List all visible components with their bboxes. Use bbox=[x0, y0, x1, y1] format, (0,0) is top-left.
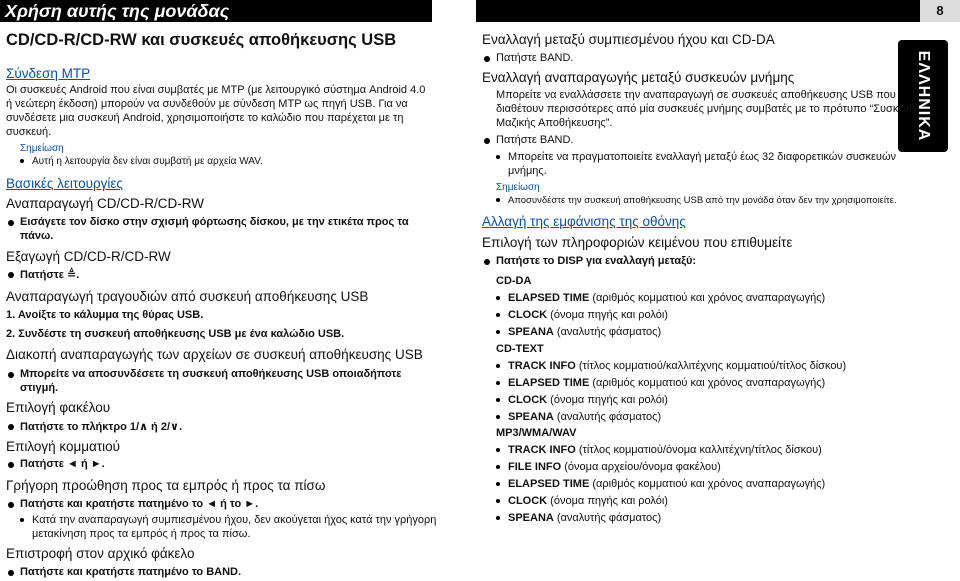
header-banner bbox=[0, 0, 432, 22]
mode-name: SPEANA bbox=[508, 326, 554, 338]
bullet-icon bbox=[8, 502, 14, 508]
bullet-icon bbox=[484, 56, 490, 62]
bullet-icon bbox=[8, 424, 14, 430]
page-number: 8 bbox=[920, 0, 960, 22]
mode-description: (αναλυτής φάσματος) bbox=[553, 411, 662, 423]
mode-name: SPEANA bbox=[508, 411, 554, 423]
ffrew-step: Πατήστε και κρατήστε πατημένο το ◄ ή το ►. bbox=[20, 498, 259, 510]
ffrew-bullet-1-text: Κατά την αναπαραγωγή συμπιεσμένου ήχου, δεν ακούγεται ήχος κατά την γρήγορη bbox=[32, 514, 437, 526]
ffrew-bullet-1 bbox=[20, 514, 436, 526]
mode-description: (όνομα πηγής και ρολόι) bbox=[547, 394, 668, 406]
eject-step bbox=[20, 268, 79, 281]
mtp-text-3: συνδέσετε μια συσκευή Android, χρησιμοποιήστε το καλώδιο που παρέχεται με τη bbox=[6, 112, 404, 124]
list-item bbox=[496, 478, 825, 490]
bullet-icon bbox=[496, 155, 500, 159]
mode-description: (αριθμός κομματιού και χρόνος αναπαραγωγής) bbox=[589, 292, 826, 304]
switch-devices-bullet-1-text: Μπορείτε να πραγματοποιείτε εναλλαγή μεταξύ έως 32 διαφορετικών συσκευών bbox=[508, 151, 897, 163]
list-item bbox=[496, 377, 825, 389]
mode-name: TRACK INFO bbox=[508, 360, 576, 372]
mp3-label: MP3/WMA/WAV bbox=[496, 427, 577, 439]
play-cd-title: Αναπαραγωγή CD/CD-R/CD-RW bbox=[6, 196, 205, 211]
bullet-icon bbox=[20, 518, 24, 522]
eject-step-text: Πατήστε bbox=[20, 269, 68, 281]
switch-devices-note-text: Αποσυνδέστε την συσκευή αποθήκευσης USB από την μονάδα όταν δεν την χρησιμοποιείτε. bbox=[508, 195, 897, 206]
switch-devices-note bbox=[496, 195, 897, 206]
mode-name: CLOCK bbox=[508, 495, 548, 507]
switch-devices-bullet-1 bbox=[496, 151, 896, 163]
bullet-icon bbox=[8, 462, 14, 468]
list-item bbox=[496, 360, 846, 372]
mode-description: (αναλυτής φάσματος) bbox=[553, 326, 662, 338]
list-item bbox=[496, 495, 668, 507]
switch-devices-note-title: Σημείωση bbox=[496, 182, 540, 193]
bullet-icon bbox=[20, 159, 24, 163]
bullet-icon bbox=[496, 364, 500, 368]
usb-stop-text-1: Μπορείτε να αποσυνδέσετε τη συσκευή αποθήκευσης USB οποιαδήποτε bbox=[20, 368, 402, 380]
mtp-note-text: Αυτή η λειτουργία δεν είναι συμβατή με αρχεία WAV. bbox=[32, 156, 263, 167]
mode-name: FILE INFO bbox=[508, 461, 562, 473]
text-info-step: Πατήστε το DISP για εναλλαγή μεταξύ: bbox=[496, 255, 697, 267]
usb-play-title: Αναπαραγωγή τραγουδιών από συσκευή αποθήκευσης USB bbox=[6, 289, 369, 304]
list-item bbox=[496, 512, 661, 524]
switch-devices-text-1: Μπορείτε να εναλλάσσετε την αναπαραγωγή σε συσκευές αποθήκευσης USB που bbox=[496, 89, 896, 101]
usb-stop-title: Διακοπή αναπαραγωγής των αρχείων σε συσκευή αποθήκευσης USB bbox=[6, 347, 423, 362]
bullet-icon bbox=[496, 398, 500, 402]
mode-name: SPEANA bbox=[508, 512, 554, 524]
switch-devices-bullet-2: μνήμης. bbox=[508, 165, 547, 177]
mode-description: (αριθμός κομματιού και χρόνος αναπαραγωγής) bbox=[589, 377, 826, 389]
play-cd-step-1: Εισάγετε τον δίσκο στην σχισμή φόρτωσης δίσκου, με την ετικέτα προς τα bbox=[20, 216, 409, 228]
mtp-note bbox=[20, 156, 263, 167]
bullet-icon bbox=[8, 220, 14, 226]
bullet-icon bbox=[496, 330, 500, 334]
switch-devices-title: Εναλλαγή αναπαραγωγής μεταξύ συσκευών μνήμης bbox=[482, 70, 795, 85]
mtp-text-1: Οι συσκευές Android που είναι συμβατές με MTP (με λειτουργικό σύστημα Android 4.0 bbox=[6, 84, 426, 96]
mode-name: ELAPSED TIME bbox=[508, 292, 590, 304]
usb-stop-text-2: στιγμή. bbox=[20, 382, 59, 394]
mode-name: TRACK INFO bbox=[508, 444, 576, 456]
mtp-text-2: ή νεώτερη έκδοση) μπορούν να συνδεθούν με σύνδεση MTP ως πηγή USB. Για να bbox=[6, 98, 408, 110]
language-tab bbox=[898, 40, 948, 152]
bullet-icon bbox=[8, 372, 14, 378]
bullet-icon bbox=[8, 570, 14, 576]
switch-audio-title: Εναλλαγή μεταξύ συμπιεσμένου ήχου και CD-DA bbox=[482, 32, 775, 47]
switch-audio-step: Πατήστε BAND. bbox=[496, 52, 574, 64]
bullet-icon bbox=[496, 482, 500, 486]
section-title: CD/CD-R/CD-RW και συσκευές αποθήκευσης USB bbox=[6, 31, 397, 49]
bullet-icon bbox=[496, 313, 500, 317]
language-tab-label: ΕΛΛΗΝΙΚΑ bbox=[915, 50, 932, 142]
track-title: Επιλογή κομματιού bbox=[6, 439, 121, 454]
bullet-icon bbox=[496, 415, 500, 419]
ffrew-title: Γρήγορη προώθηση προς τα εμπρός ή προς τα πίσω bbox=[6, 478, 326, 493]
play-cd-step-2: πάνω. bbox=[20, 230, 54, 242]
display-title: Αλλαγή της εμφάνισης της οθόνης bbox=[482, 214, 686, 229]
mode-name: CLOCK bbox=[508, 394, 548, 406]
mode-description: (αριθμός κομματιού και χρόνος αναπαραγωγής) bbox=[589, 478, 826, 490]
cdda-label: CD-DA bbox=[496, 275, 532, 287]
mtp-note-title: Σημείωση bbox=[20, 143, 64, 154]
list-item bbox=[496, 411, 661, 423]
eject-title: Εξαγωγή CD/CD-R/CD-RW bbox=[6, 249, 171, 264]
text-info-title: Επιλογή των πληροφοριών κειμένου που επιθυμείτε bbox=[482, 235, 793, 250]
bullet-icon bbox=[496, 448, 500, 452]
list-item bbox=[496, 394, 668, 406]
mode-description: (όνομα αρχείου/όνομα φακέλου) bbox=[561, 461, 721, 473]
root-step: Πατήστε και κρατήστε πατημένο το BAND. bbox=[20, 566, 242, 578]
mode-name: ELAPSED TIME bbox=[508, 377, 590, 389]
header-banner-right bbox=[476, 0, 946, 22]
folder-step: Πατήστε το πλήκτρο 1/∧ ή 2/∨. bbox=[20, 421, 182, 433]
bullet-icon bbox=[496, 198, 500, 202]
switch-devices-text-3: Μαζικής Αποθήκευσης”. bbox=[496, 117, 613, 129]
usb-play-step-2: 2. Συνδέστε τη συσκευή αποθήκευσης USB με ένα καλώδιο USB. bbox=[6, 328, 345, 340]
mode-description: (όνομα πηγής και ρολόι) bbox=[547, 309, 668, 321]
list-item bbox=[496, 292, 825, 304]
switch-devices-step: Πατήστε BAND. bbox=[496, 134, 574, 146]
bullet-icon bbox=[496, 465, 500, 469]
mode-description: (τίτλος κομματιού/καλλιτέχνης κομματιού/τίτλος δίσκου) bbox=[575, 360, 847, 372]
eject-icon: ≜. bbox=[67, 269, 80, 281]
bullet-icon bbox=[496, 296, 500, 300]
bullet-icon bbox=[8, 272, 14, 278]
mode-description: (αναλυτής φάσματος) bbox=[553, 512, 662, 524]
list-item bbox=[496, 309, 668, 321]
cdtext-label: CD-TEXT bbox=[496, 343, 544, 355]
bullet-icon bbox=[484, 138, 490, 144]
mode-description: (τίτλος κομματιού/όνομα καλλιτέχνη/τίτλος δίσκου) bbox=[575, 444, 822, 456]
page-header-title: Χρήση αυτής της μονάδας bbox=[5, 1, 230, 21]
root-title: Επιστροφή στον αρχικό φάκελο bbox=[6, 546, 195, 561]
basic-title: Βασικές λειτουργίες bbox=[6, 176, 123, 191]
bullet-icon bbox=[496, 499, 500, 503]
folder-title: Επιλογή φακέλου bbox=[6, 400, 111, 415]
list-item bbox=[496, 461, 721, 473]
list-item bbox=[496, 326, 661, 338]
mtp-title: Σύνδεση MTP bbox=[6, 66, 91, 81]
usb-play-step-1: 1. Ανοίξτε το κάλυμμα της θύρας USB. bbox=[6, 309, 204, 321]
bullet-icon bbox=[496, 516, 500, 520]
mtp-text-4: συσκευή. bbox=[6, 126, 52, 138]
ffrew-bullet-2: μετακίνηση προς τα εμπρός ή προς τα πίσω. bbox=[32, 528, 251, 540]
switch-devices-text-2: διαθέτουν περισσότερες από μία συσκευές μνήμης συμβατές με το πρότυπο “Συσκευή bbox=[496, 103, 916, 115]
mode-name: ELAPSED TIME bbox=[508, 478, 590, 490]
bullet-icon bbox=[496, 381, 500, 385]
mode-description: (όνομα πηγής και ρολόι) bbox=[547, 495, 668, 507]
list-item bbox=[496, 444, 822, 456]
bullet-icon bbox=[484, 259, 490, 265]
track-step: Πατήστε ◄ ή ►. bbox=[20, 458, 105, 470]
mode-name: CLOCK bbox=[508, 309, 548, 321]
